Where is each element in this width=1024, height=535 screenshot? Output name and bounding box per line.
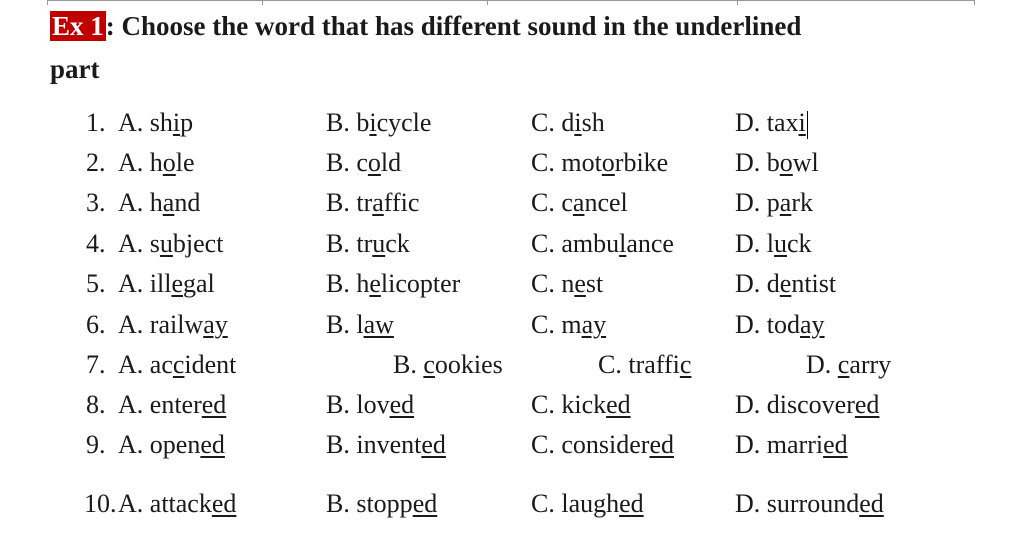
- option-letter: B.: [326, 229, 357, 258]
- option-letter: B.: [326, 430, 357, 459]
- underlined-part: l: [619, 229, 627, 258]
- option-letter: B.: [326, 269, 357, 298]
- option-before: tr: [356, 229, 373, 258]
- underlined-part: c: [423, 350, 435, 379]
- option-letter: B.: [326, 108, 357, 137]
- answer-option: [326, 484, 437, 524]
- option-before: h: [149, 148, 163, 177]
- option-letter: C.: [531, 489, 562, 518]
- underlined-part: ay: [581, 310, 607, 339]
- answer-option: [118, 103, 193, 143]
- option-before: kick: [561, 390, 607, 419]
- option-before: stopp: [356, 489, 413, 518]
- option-before: d: [766, 269, 780, 298]
- answer-option: [735, 484, 884, 524]
- option-before: consider: [561, 430, 650, 459]
- question-row: [0, 224, 1024, 264]
- option-before: marri: [766, 430, 824, 459]
- exercise-heading: [50, 5, 980, 91]
- underlined-part: e: [574, 269, 586, 298]
- answer-option: [326, 305, 394, 345]
- answer-option: [118, 385, 226, 425]
- option-after: cycle: [376, 108, 432, 137]
- option-letter: C.: [531, 390, 562, 419]
- question-number: 4.: [86, 229, 106, 258]
- option-after: ident: [184, 350, 237, 379]
- option-before: h: [356, 269, 370, 298]
- option-after: p: [180, 108, 194, 137]
- option-before: c: [356, 148, 368, 177]
- option-before: b: [766, 148, 780, 177]
- question-number: 10.: [84, 489, 117, 518]
- answer-option: [118, 143, 195, 183]
- option-before: discover: [766, 390, 855, 419]
- question-number: 7.: [86, 350, 106, 379]
- underlined-part: a: [779, 188, 792, 217]
- instruction-text-continued: part: [50, 54, 100, 84]
- option-letter: D.: [806, 350, 838, 379]
- underlined-part: a: [572, 188, 585, 217]
- question-number: 2.: [86, 148, 106, 177]
- underlined-part: a: [372, 188, 384, 217]
- option-before: open: [149, 430, 201, 459]
- underlined-part: u: [159, 229, 173, 258]
- underlined-part: o: [367, 148, 381, 177]
- question-row: [0, 425, 1024, 465]
- option-letter: C.: [598, 350, 629, 379]
- option-letter: A.: [118, 108, 150, 137]
- underlined-part: i: [172, 108, 181, 137]
- underlined-part: ed: [389, 390, 415, 419]
- answer-option: [806, 345, 891, 385]
- answer-option: [531, 484, 644, 524]
- underlined-part: c: [172, 350, 185, 379]
- option-letter: D.: [735, 188, 767, 217]
- option-letter: C.: [531, 188, 562, 217]
- answer-option: [531, 224, 674, 264]
- answer-option: [118, 484, 236, 524]
- option-letter: D.: [735, 390, 767, 419]
- answer-option: [326, 183, 419, 223]
- answer-option: [735, 264, 836, 304]
- option-letter: C.: [531, 310, 562, 339]
- underlined-part: ed: [211, 489, 237, 518]
- option-before: ambu: [561, 229, 620, 258]
- question-row: [0, 183, 1024, 223]
- option-after: le: [175, 148, 195, 177]
- option-after: ld: [380, 148, 402, 177]
- answer-option: [735, 425, 848, 465]
- underlined-part: u: [774, 229, 788, 258]
- underlined-part: ay: [800, 310, 825, 339]
- option-letter: A.: [118, 350, 150, 379]
- option-after: nd: [174, 188, 201, 217]
- answer-option: [531, 103, 605, 143]
- underlined-part: e: [171, 269, 183, 298]
- underlined-part: ed: [412, 489, 438, 518]
- answer-option: [326, 103, 431, 143]
- option-after: rbike: [614, 148, 669, 177]
- option-letter: C.: [531, 269, 562, 298]
- option-letter: A.: [118, 269, 150, 298]
- answer-option: [531, 183, 628, 223]
- option-before: tr: [356, 188, 373, 217]
- underlined-part: e: [369, 269, 381, 298]
- option-letter: D.: [735, 148, 767, 177]
- option-before: invent: [356, 430, 422, 459]
- answer-option: [531, 385, 631, 425]
- option-after: sh: [581, 108, 605, 137]
- option-letter: D.: [735, 430, 767, 459]
- underlined-part: a: [162, 188, 175, 217]
- question-number: 9.: [86, 430, 106, 459]
- underlined-part: aw: [363, 310, 394, 339]
- answer-option: [118, 425, 225, 465]
- underlined-part: c: [679, 350, 692, 379]
- option-before: mot: [561, 148, 602, 177]
- option-after: ncel: [584, 188, 628, 217]
- underlined-part: ed: [859, 489, 884, 518]
- underlined-part: ed: [649, 430, 674, 459]
- exercise-label: Ex 1: [52, 11, 104, 41]
- answer-option: [531, 143, 668, 183]
- option-before: sh: [149, 108, 173, 137]
- answer-option: [735, 224, 812, 264]
- option-letter: A.: [118, 188, 150, 217]
- question-number: 3.: [86, 188, 106, 217]
- option-before: n: [561, 269, 575, 298]
- underlined-part: ed: [200, 430, 225, 459]
- question-row: [0, 305, 1024, 345]
- option-letter: D.: [735, 108, 767, 137]
- answer-option: [531, 425, 674, 465]
- option-before: b: [356, 108, 370, 137]
- answer-option: [118, 183, 200, 223]
- answer-option: [326, 425, 446, 465]
- underlined-part: ed: [201, 390, 227, 419]
- option-letter: D.: [735, 310, 767, 339]
- option-letter: C.: [531, 108, 562, 137]
- question-number: 6.: [86, 310, 106, 339]
- answer-option: [531, 264, 603, 304]
- underlined-part: e: [779, 269, 792, 298]
- answer-option: [735, 305, 825, 345]
- option-letter: A.: [118, 430, 150, 459]
- option-before: attack: [149, 489, 212, 518]
- answer-option: [326, 264, 460, 304]
- underlined-part: i: [369, 108, 377, 137]
- option-after: gal: [183, 269, 215, 298]
- option-before: d: [561, 108, 575, 137]
- option-before: l: [766, 229, 775, 258]
- text-cursor: [807, 111, 809, 139]
- answer-option: [326, 143, 401, 183]
- option-before: tod: [766, 310, 801, 339]
- underlined-part: i: [574, 108, 582, 137]
- answer-option: [118, 305, 228, 345]
- underlined-part: ed: [854, 390, 880, 419]
- underlined-part: ed: [619, 489, 644, 518]
- option-letter: B.: [393, 350, 424, 379]
- option-before: railw: [149, 310, 204, 339]
- option-letter: B.: [326, 188, 357, 217]
- option-before: lov: [356, 390, 390, 419]
- option-before: m: [561, 310, 582, 339]
- option-after: ck: [385, 229, 410, 258]
- answer-option: [118, 224, 223, 264]
- answer-option: [598, 345, 691, 385]
- option-letter: C.: [531, 148, 562, 177]
- underlined-part: c: [837, 350, 850, 379]
- question-row: [0, 103, 1024, 143]
- option-before: h: [149, 188, 163, 217]
- option-before: s: [149, 229, 160, 258]
- option-letter: B.: [326, 310, 357, 339]
- option-after: ffic: [383, 188, 420, 217]
- underlined-part: i: [798, 108, 806, 137]
- underlined-part: ed: [606, 390, 631, 419]
- question-row: [0, 345, 1024, 385]
- option-after: licopter: [380, 269, 461, 298]
- instruction-text: : Choose the word that has different sound in the underlined: [105, 11, 802, 41]
- option-after: bject: [172, 229, 224, 258]
- option-after: ntist: [791, 269, 837, 298]
- option-letter: D.: [735, 269, 767, 298]
- option-before: laugh: [561, 489, 620, 518]
- underlined-part: o: [162, 148, 176, 177]
- option-after: wl: [792, 148, 819, 177]
- option-after: arry: [849, 350, 892, 379]
- option-letter: D.: [735, 489, 767, 518]
- underlined-part: o: [601, 148, 615, 177]
- option-letter: C.: [531, 430, 562, 459]
- option-letter: B.: [326, 148, 357, 177]
- answer-option: [118, 345, 236, 385]
- question-row: [0, 385, 1024, 425]
- option-after: ck: [787, 229, 812, 258]
- question-row: [0, 264, 1024, 304]
- option-letter: B.: [326, 390, 357, 419]
- underlined-part: ed: [823, 430, 848, 459]
- option-letter: B.: [326, 489, 357, 518]
- option-before: ill: [149, 269, 172, 298]
- option-letter: A.: [118, 390, 150, 419]
- option-before: p: [766, 188, 780, 217]
- question-number: 8.: [86, 390, 106, 419]
- underlined-part: ed: [421, 430, 446, 459]
- answer-option: [735, 143, 819, 183]
- option-before: tax: [766, 108, 799, 137]
- underlined-part: o: [779, 148, 793, 177]
- answer-option: [531, 305, 606, 345]
- answer-option: [735, 103, 808, 143]
- option-after: rk: [791, 188, 813, 217]
- underlined-part: ay: [203, 310, 228, 339]
- option-letter: C.: [531, 229, 562, 258]
- option-before: traffi: [628, 350, 680, 379]
- question-number: 5.: [86, 269, 106, 298]
- answer-option: [735, 183, 813, 223]
- option-after: st: [585, 269, 604, 298]
- question-number: 1.: [86, 108, 106, 137]
- option-letter: A.: [118, 229, 150, 258]
- answer-option: [393, 345, 503, 385]
- option-after: ance: [626, 229, 674, 258]
- option-before: l: [356, 310, 364, 339]
- answer-option: [326, 385, 414, 425]
- option-before: ac: [149, 350, 173, 379]
- option-before: c: [561, 188, 573, 217]
- option-letter: D.: [735, 229, 767, 258]
- underlined-part: u: [372, 229, 386, 258]
- option-after: ookies: [434, 350, 503, 379]
- answer-option: [735, 385, 879, 425]
- option-before: enter: [149, 390, 202, 419]
- answer-option: [118, 264, 215, 304]
- option-before: surround: [766, 489, 860, 518]
- question-row: [0, 143, 1024, 183]
- option-letter: A.: [118, 310, 150, 339]
- option-letter: A.: [118, 148, 150, 177]
- question-row: [0, 484, 1024, 524]
- option-letter: A.: [118, 489, 150, 518]
- answer-option: [326, 224, 410, 264]
